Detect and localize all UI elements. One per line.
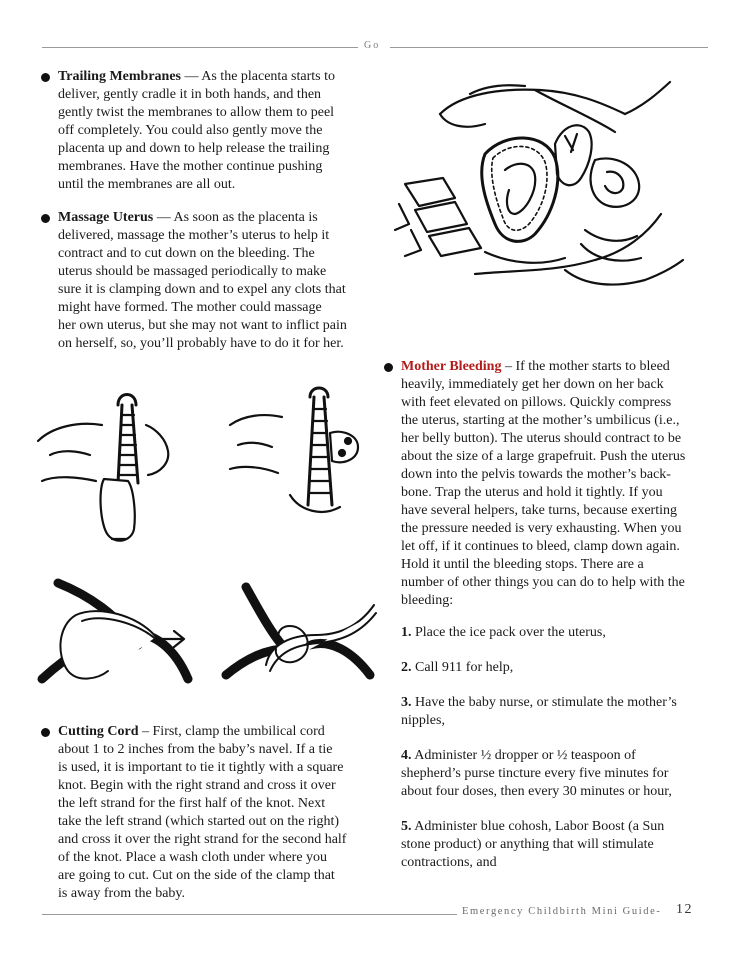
paragraph-line: on herself, so, you’ll probably have to do it for her. xyxy=(58,336,344,351)
step-line xyxy=(401,694,713,712)
paragraph-line-1 xyxy=(401,358,716,376)
paragraph-line: might have formed. The mother could massage xyxy=(58,300,322,315)
paragraph-line: the uterus, starting at the mother’s umbilicus (i.e., xyxy=(401,413,680,428)
paragraph-line: the left strand for the first half of the knot. Next xyxy=(58,796,326,811)
paragraph-line: bleeding: xyxy=(401,593,454,608)
paragraph-heading: Mother Bleeding xyxy=(401,359,502,374)
paragraph-line: the pressure needed is very exhausting. When you xyxy=(401,521,682,536)
paragraph-line: of the knot. Place a wash cloth under where you xyxy=(58,850,328,865)
step-item xyxy=(401,624,713,642)
step-text: Administer ½ dropper or ½ teaspoon of xyxy=(411,748,636,763)
step-number: 1. xyxy=(401,625,412,640)
footer-title xyxy=(462,906,661,917)
paragraph-line: membranes. Have the mother continue pushing xyxy=(58,159,323,174)
cord-clamp-illustration-left xyxy=(38,385,178,555)
paragraph-line: her own uterus, but she may not want to inflict pain xyxy=(58,318,347,333)
cord-clamp-illustration-right xyxy=(230,385,370,525)
step-line: stone product) or anything that will stimulate xyxy=(401,837,654,852)
paragraph-line: knot. Begin with the right strand and cross it over xyxy=(58,778,336,793)
bleeding-steps-list xyxy=(401,624,713,889)
paragraph-line: about 1 to 2 inches from the baby’s navel. If a tie xyxy=(58,742,333,757)
paragraph-text: — As the placenta starts to xyxy=(181,69,335,84)
bullet-dot xyxy=(41,214,50,223)
paragraph-line: heavily, immediately get her down on her back xyxy=(401,377,664,392)
paragraph-line-1 xyxy=(58,209,370,227)
paragraph-line-1 xyxy=(58,68,368,86)
paragraph-heading: Cutting Cord xyxy=(58,724,139,739)
paragraph-line: number of other things you can do to help with the xyxy=(401,575,685,590)
step-line: about four doses, then every 30 minutes or hour, xyxy=(401,784,672,799)
step-line xyxy=(401,624,713,642)
paragraph-heading: Massage Uterus xyxy=(58,210,154,225)
header-section-word: Go xyxy=(364,40,381,51)
paragraph-line: gently twist the membranes to allow them to peel xyxy=(58,105,335,120)
paragraph-line: down into the pelvis towards the mother’s back- xyxy=(401,467,671,482)
step-number: 3. xyxy=(401,695,412,710)
massage-uterus-paragraph xyxy=(58,209,370,353)
bullet-dot xyxy=(41,73,50,82)
paragraph-line: bone. Trap the uterus and hold it tightly. If you xyxy=(401,485,663,500)
step-item xyxy=(401,694,713,730)
trailing-membranes-paragraph xyxy=(58,68,368,194)
mother-bleeding-paragraph xyxy=(401,358,716,610)
paragraph-line: sure it is clamping down and to expel any clots that xyxy=(58,282,346,297)
step-text: Have the baby nurse, or stimulate the mother’s xyxy=(411,695,677,710)
step-number: 4. xyxy=(401,748,412,763)
paragraph-text: – First, clamp the umbilical cord xyxy=(138,724,325,739)
step-item xyxy=(401,659,713,677)
step-line xyxy=(401,659,713,677)
paragraph-line: off completely. You could also gently move the xyxy=(58,123,323,138)
step-text: Administer blue cohosh, Labor Boost (a Sun xyxy=(411,819,665,834)
header-rule-right xyxy=(390,47,708,48)
paragraph-line: delivered, massage the mother’s uterus to help it xyxy=(58,228,330,243)
step-line: shepherd’s purse tincture every five minutes for xyxy=(401,766,669,781)
paragraph-line: have several helpers, take turns, because exerting xyxy=(401,503,677,518)
paragraph-line: Hold it until the bleeding stops. There are a xyxy=(401,557,644,572)
paragraph-text: – If the mother starts to bleed xyxy=(501,359,670,374)
cutting-cord-paragraph xyxy=(58,723,370,903)
square-knot-illustration-right xyxy=(220,575,380,685)
step-line: nipples, xyxy=(401,713,445,728)
paragraph-line-1 xyxy=(58,723,370,741)
footer-title-text: Emergency Childbirth Mini Guide xyxy=(462,906,657,917)
paragraph-line: with feet elevated on pillows. Quickly compress xyxy=(401,395,672,410)
paragraph-line: let off, if it continues to bleed, clamp down again. xyxy=(401,539,680,554)
footer-separator: - xyxy=(656,906,662,917)
step-item xyxy=(401,818,713,872)
step-number: 2. xyxy=(401,660,412,675)
paragraph-line: take the left strand (which started out on the right) xyxy=(58,814,340,829)
step-line: contractions, and xyxy=(401,855,497,870)
bullet-dot xyxy=(384,363,393,372)
paragraph-line: until the membranes are all out. xyxy=(58,177,236,192)
paragraph-line: are going to cut. Cut on the side of the clamp that xyxy=(58,868,335,883)
paragraph-line: is used, it is important to tie it tightly with a square xyxy=(58,760,344,775)
bullet-dot xyxy=(41,728,50,737)
step-text: Call 911 for help, xyxy=(411,660,514,675)
step-line xyxy=(401,818,713,836)
uterus-massage-illustration xyxy=(385,74,685,324)
paragraph-line: deliver, gently cradle it in both hands, and then xyxy=(58,87,322,102)
paragraph-line: and cross it over the right strand for the second half xyxy=(58,832,347,847)
step-line xyxy=(401,747,713,765)
footer-rule xyxy=(42,914,457,915)
paragraph-line: uterus should be massaged periodically to make xyxy=(58,264,327,279)
square-knot-illustration-left xyxy=(38,575,198,685)
paragraph-text: — As soon as the placenta is xyxy=(153,210,318,225)
paragraph-line: about the size of a large grapefruit. Push the uterus xyxy=(401,449,686,464)
paragraph-heading: Trailing Membranes xyxy=(58,69,182,84)
step-item xyxy=(401,747,713,801)
header-rule-left xyxy=(42,47,358,48)
page-number: 12 xyxy=(676,902,693,917)
step-text: Place the ice pack over the uterus, xyxy=(411,625,606,640)
step-number: 5. xyxy=(401,819,412,834)
paragraph-line: is away from the baby. xyxy=(58,886,185,901)
paragraph-line: placenta up and down to help release the trailing xyxy=(58,141,330,156)
paragraph-line: her belly button). The uterus should contract to be xyxy=(401,431,682,446)
paragraph-line: contract and to cut down on the bleeding. The xyxy=(58,246,315,261)
